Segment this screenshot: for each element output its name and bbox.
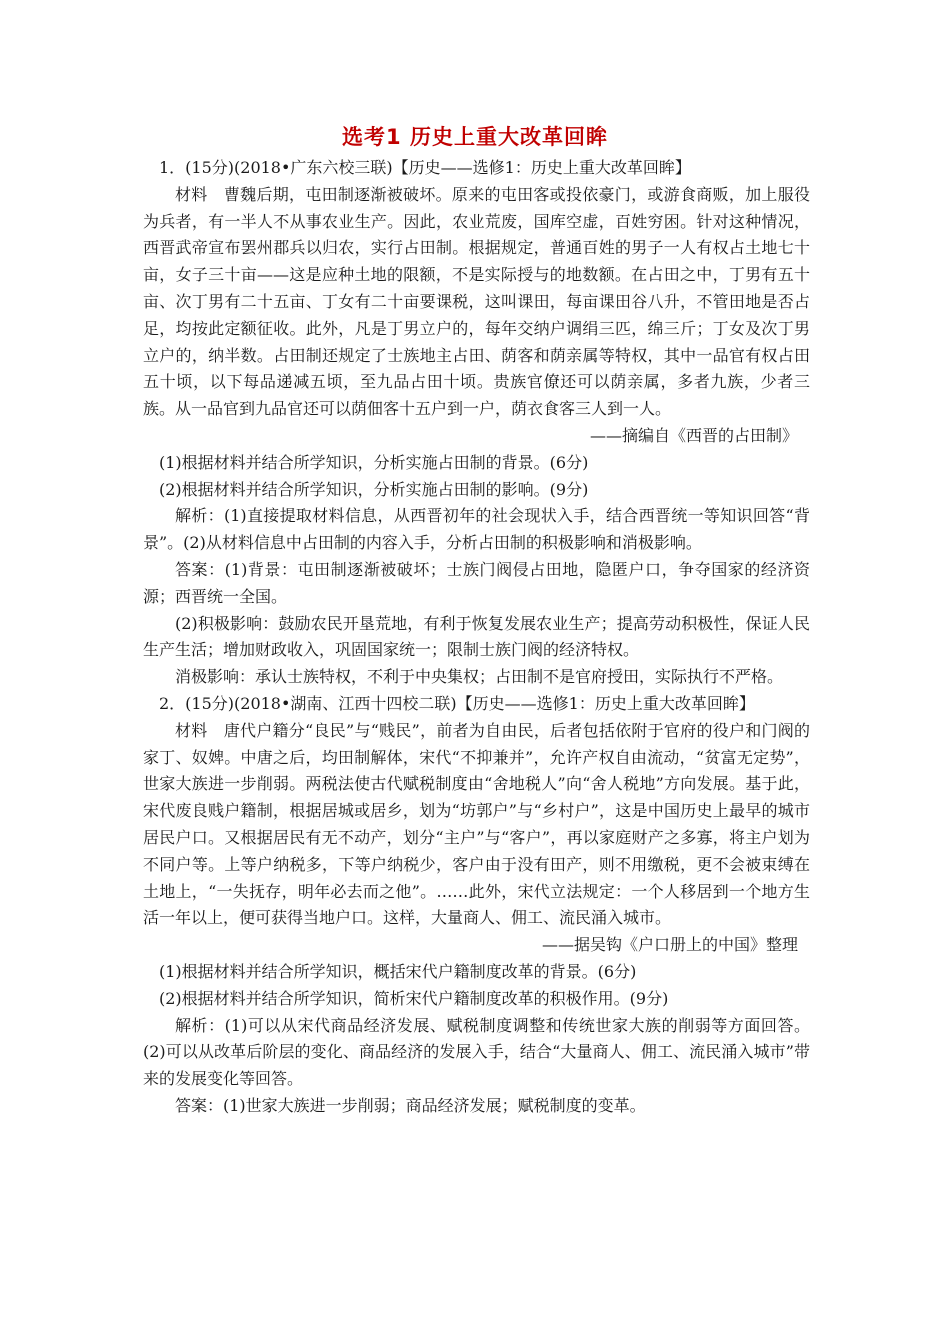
source-citation: ——摘编自《西晋的占田制》: [589, 425, 798, 445]
paragraph: (2)积极影响：鼓励农民开垦荒地，有利于恢复发展农业生产；提高劳动积极性，保证人民生产生活；增加财政收入，巩固国家统一；限制士族门阀的经济特权。: [143, 613, 810, 660]
paragraph: (1)根据材料并结合所学知识，分析实施占田制的背景。(6分): [159, 452, 589, 472]
document-title: 选考1 历史上重大改革回眸: [342, 125, 608, 149]
paragraph: (2)根据材料并结合所学知识，简析宋代户籍制度改革的积极作用。(9分): [159, 988, 669, 1008]
paragraph: 答案：(1)世家大族进一步削弱；商品经济发展；赋税制度的变革。: [175, 1095, 646, 1115]
paragraph: 材料 曹魏后期，屯田制逐渐被破坏。原来的屯田客或投依豪门，或游食商贩，加上服役为兵者，有一半人不从事农业生产。因此，农业荒废，国库空虚，百姓穷困。针对这种情况，西晋武帝宣布罢州郡兵以归农，实行占田制。根据规定，普通百姓的男子一人有权占土地七十亩，女子三十亩——这是应种土地的限额，不是实际授与的地数额。在占田之中，丁男有五十亩、次丁男有二十五亩、丁女有二十亩要课税，这叫课田，每亩课田谷八升，不管田地是否占足，均按此定额征收。此外，凡是丁男立户的，每年交纳户调绢三匹，绵三斤；丁女及次丁男立户的，纳半数。占田制还规定了士族地主占田、荫客和荫亲属等特权，其中一品官有权占田五十顷，以下每品递减五顷，至九品占田十顷。贵族官僚还可以荫亲属，多者九族，少者三族。从一品官到九品官还可以荫佃客十五户到一户，荫衣食客三人到一人。: [143, 184, 810, 419]
source-citation: ——据吴钩《户口册上的中国》整理: [541, 935, 798, 955]
document-body: [143, 155, 810, 1120]
paragraph: 消极影响：承认士族特权，不利于中央集权；占田制不是官府授田，实际执行不严格。: [175, 667, 784, 687]
paragraph: 解析：(1)直接提取材料信息，从西晋初年的社会现状入手，结合西晋统一等知识回答“背景”。(2)从材料信息中占田制的内容入手，分析占田制的积极影响和消极影响。: [143, 506, 810, 553]
paragraph: 2．(15分)(2018•湖南、江西十四校二联)【历史——选修1：历史上重大改革回眸】: [159, 693, 755, 713]
paragraph: (1)根据材料并结合所学知识，概括宋代户籍制度改革的背景。(6分): [159, 961, 637, 981]
paragraph: (2)根据材料并结合所学知识，分析实施占田制的影响。(9分): [159, 479, 589, 499]
paragraph: 答案：(1)背景：屯田制逐渐被破坏；士族门阀侵占田地，隐匿户口，争夺国家的经济资源；西晋统一全国。: [143, 559, 810, 606]
paragraph: 材料 唐代户籍分“良民”与“贱民”，前者为自由民，后者包括依附于官府的役户和门阀的家丁、奴婢。中唐之后，均田制解体，宋代“不抑兼并”，允许产权自由流动，“贫富无定势”，世家大族进一步削弱。两税法使古代赋税制度由“舍地税人”向“舍人税地”方向发展。基于此，宋代废良贱户籍制，根据居城或居乡，划为“坊郭户”与“乡村户”，这是中国历史上最早的城市居民户口。又根据居民有无不动产，划分“主户”与“客户”，再以家庭财产之多寡，将主户划为不同户等。上等户纳税多，下等户纳税少，客户由于没有田产，则不用缴税，更不会被束缚在土地上，“一失抚存，明年必去而之他”。……此外，宋代立法规定：一个人移居到一个地方生活一年以上，便可获得当地户口。这样，大量商人、佣工、流民涌入城市。: [143, 720, 810, 928]
paragraph: 解析：(1)可以从宋代商品经济发展、赋税制度调整和传统世家大族的削弱等方面回答。(2)可以从改革后阶层的变化、商品经济的发展入手，结合“大量商人、佣工、流民涌入城市”带来的发展变化等回答。: [143, 1015, 810, 1089]
paragraph: 1．(15分)(2018•广东六校三联)【历史——选修1：历史上重大改革回眸】: [159, 158, 691, 177]
